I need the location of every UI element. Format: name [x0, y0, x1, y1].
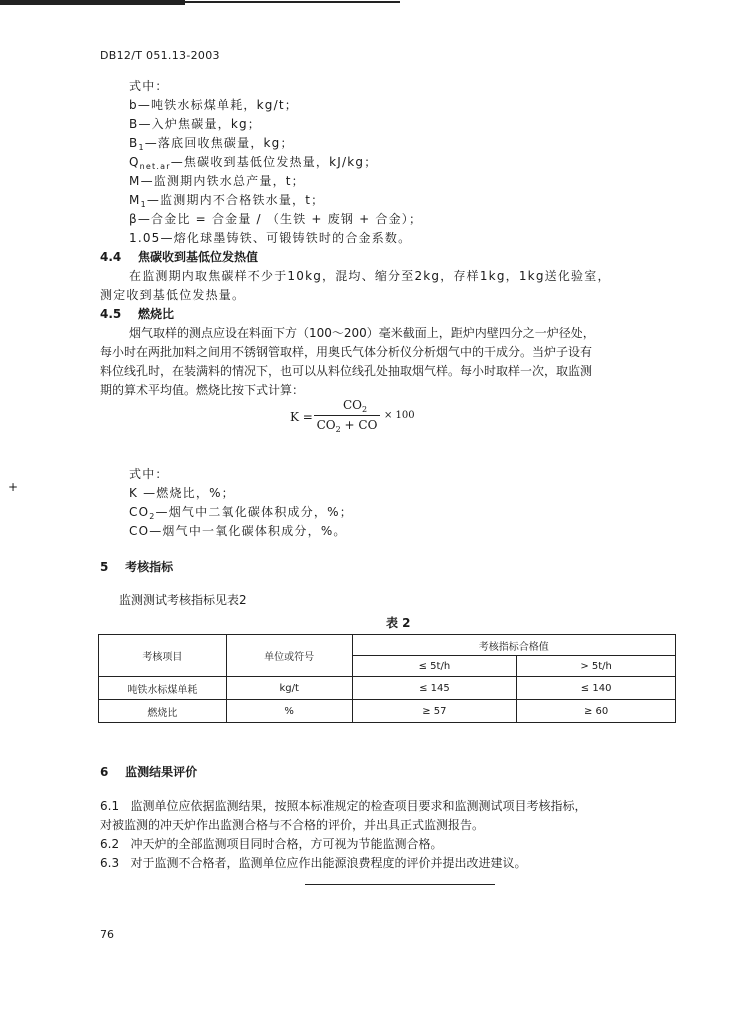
section-4-5-heading: 4.5 燃烧比 — [100, 307, 174, 321]
header-unit: 单位或符号 — [226, 635, 352, 677]
cell-unit: % — [226, 700, 352, 723]
symbol-line-M: M—监测期内铁水总产量，t； — [129, 174, 305, 188]
formula-fraction-bar — [314, 415, 380, 416]
cell-gt: ≥ 60 — [517, 700, 676, 723]
header-item: 考核项目 — [99, 635, 227, 677]
symbol2-line-CO2: $CO_2—$烟气中二氧化碳体积成分，%； — [129, 505, 353, 521]
symbol-line-B1: $B_1—$落底回收焦碳量，kg； — [129, 136, 294, 152]
section-6-1: 6.1 监测单位应依据监测结果，按照本标准规定的检查项目要求和监测测试项目考核指标， — [100, 799, 587, 813]
section-6-heading: 6 监测结果评价 — [100, 765, 198, 779]
section-4-4-line-1: 在监测期内取焦碳样不少于10kg，混均、缩分至2kg，存样1kg，1kg送化验室， — [129, 269, 611, 283]
top-border — [0, 0, 729, 8]
margin-mark: + — [8, 480, 19, 494]
symbol-line-Q: $Q_{net.ar}—$焦碳收到基低位发热量，kJ/kg； — [129, 155, 378, 171]
table-row — [99, 677, 676, 700]
section-4-5-line-3: 料位线孔时，在装满料的情况下，也可以从料位线孔处抽取烟气样。每小时取样一次，取监测 — [100, 364, 593, 378]
cell-le: ≤ 145 — [352, 677, 517, 700]
symbol-line-beta: β—合金比 = 合金量 / （生铁 + 废钢 + 合金）； — [129, 212, 423, 226]
top-border-thin — [185, 1, 400, 3]
section-4-5-line-1: 烟气取样的测点应设在料面下方（100～200）毫米截面上，距炉内壁四分之一炉径处， — [129, 326, 595, 340]
formula-numerator: $CO_2$ — [342, 398, 368, 414]
symbol-line-B: B—入炉焦碳量，kg； — [129, 117, 262, 131]
document-code: DB12/T 051.13-2003 — [100, 49, 220, 62]
page-number: 76 — [100, 928, 114, 941]
assessment-table — [98, 634, 676, 723]
symbols-title: 式中： — [129, 79, 169, 93]
section-4-4-line-2: 测定收到基低位发热量。 — [100, 288, 246, 302]
formula-denominator: $CO_2$ + CO — [316, 418, 378, 434]
section-5-heading: 5 考核指标 — [100, 560, 174, 574]
symbol-line-b: b—吨铁水标煤单耗，kg/t； — [129, 98, 298, 112]
cell-item: 吨铁水标煤单耗 — [99, 677, 227, 700]
cell-gt: ≤ 140 — [517, 677, 676, 700]
formula-multiplier: × 100 — [384, 410, 415, 421]
section-4-5-line-4: 期的算术平均值。燃烧比按下式计算： — [100, 383, 305, 397]
end-rule — [305, 884, 495, 885]
section-4-4-heading: 4.4 焦碳收到基低位发热值 — [100, 250, 258, 264]
symbol2-line-K: K —燃烧比，%； — [129, 486, 235, 500]
header-group: 考核指标合格值 — [352, 635, 675, 656]
formula-lhs: K = — [290, 410, 313, 424]
cell-unit: kg/t — [226, 677, 352, 700]
section-6-2: 6.2 冲天炉的全部监测项目同时合格，方可视为节能监测合格。 — [100, 837, 443, 851]
section-6-3: 6.3 对于监测不合格者，监测单位应作出能源浪费程度的评价并提出改进建议。 — [100, 856, 527, 870]
section-4-5-line-2: 每小时在两批加料之间用不锈钢管取样，用奥氏气体分析仪分析烟气中的干成分。当炉子设有 — [100, 345, 593, 359]
symbols2-title: 式中： — [129, 467, 169, 481]
cell-le: ≥ 57 — [352, 700, 517, 723]
table-caption: 表 2 — [386, 616, 411, 630]
cell-item: 燃烧比 — [99, 700, 227, 723]
symbol-line-M1: $M_1—$监测期内不合格铁水量，t； — [129, 193, 325, 209]
symbol2-line-CO: CO—烟气中一氧化碳体积成分，%。 — [129, 524, 347, 538]
section-6-1-cont: 对被监测的冲天炉作出监测合格与不合格的评价，并出具正式监测报告。 — [100, 818, 485, 832]
section-5-intro: 监测测试考核指标见表2 — [119, 593, 247, 607]
top-border-thick — [0, 0, 185, 5]
table-row — [99, 700, 676, 723]
header-gt-5: > 5t/h — [517, 656, 676, 677]
symbol-line-coef: 1.05—熔化球墨铸铁、可锻铸铁时的合金系数。 — [129, 231, 412, 245]
header-le-5: ≤ 5t/h — [352, 656, 517, 677]
combustion-ratio-formula — [290, 398, 430, 438]
